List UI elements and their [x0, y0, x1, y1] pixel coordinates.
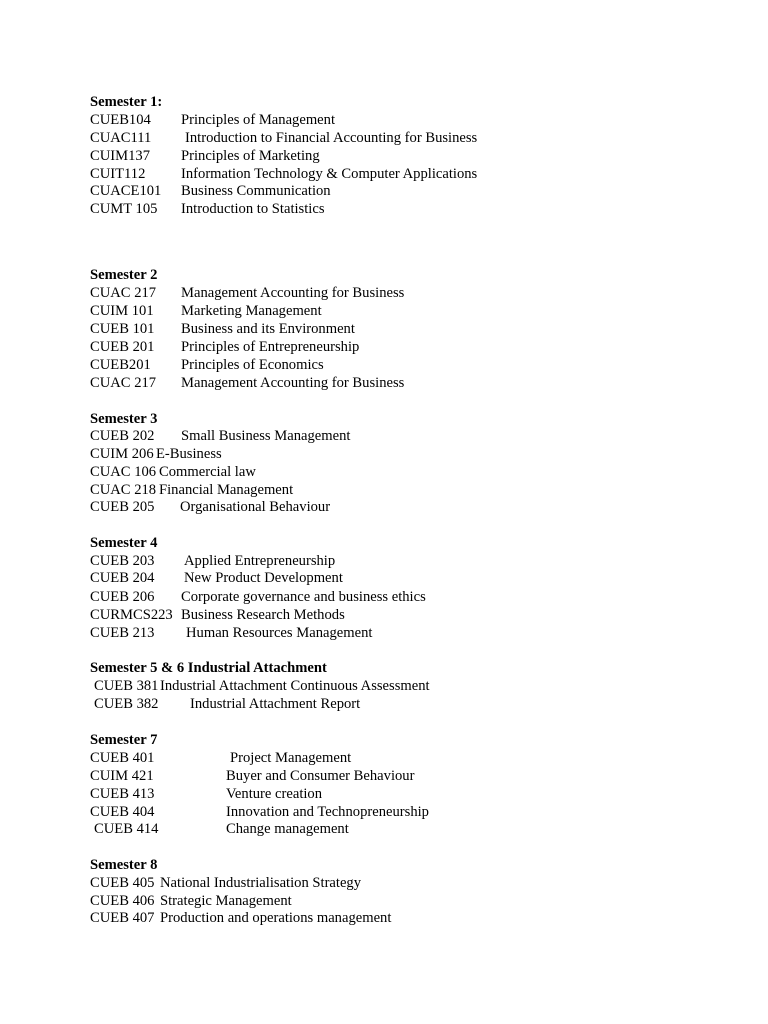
course-title: Financial Management — [159, 482, 294, 498]
course-code: CUEB201 — [90, 357, 151, 373]
course-code: CUEB 413 — [90, 786, 155, 802]
course-code: CUEB 203 — [90, 553, 155, 569]
course-code: CUEB104 — [90, 112, 151, 128]
course-title: Commercial law — [159, 464, 256, 480]
course-code: CUEB 404 — [90, 804, 155, 820]
course-title: Principles of Marketing — [181, 148, 320, 164]
semester-heading: Semester 1: — [90, 94, 163, 110]
course-code: CUIM137 — [90, 148, 150, 164]
course-row — [90, 427, 690, 445]
course-code: CUAC 106 — [90, 464, 157, 480]
course-row — [94, 820, 694, 838]
course-row — [90, 749, 690, 767]
course-title: Innovation and Technopreneurship — [226, 804, 429, 820]
course-row — [94, 677, 694, 695]
course-title: Strategic Management — [160, 893, 292, 909]
course-title: Small Business Management — [181, 428, 351, 444]
course-title: Principles of Entrepreneurship — [181, 339, 360, 355]
course-code: CUIM 421 — [90, 768, 154, 784]
course-title: Principles of Economics — [181, 357, 324, 373]
course-title: Introduction to Statistics — [181, 201, 325, 217]
course-title: Buyer and Consumer Behaviour — [226, 768, 415, 784]
course-title: Management Accounting for Business — [181, 375, 405, 391]
course-title: Corporate governance and business ethics — [181, 589, 426, 605]
course-row — [90, 481, 690, 499]
course-row — [90, 498, 690, 516]
course-row — [90, 588, 690, 606]
course-code: CUEB 205 — [90, 499, 155, 515]
course-row — [90, 320, 690, 338]
course-code: CUAC 217 — [90, 375, 157, 391]
course-row — [90, 767, 690, 785]
course-title: Organisational Behaviour — [180, 499, 331, 515]
course-code: CUEB 405 — [90, 875, 155, 891]
course-title: National Industrialisation Strategy — [160, 875, 362, 891]
course-row — [90, 165, 690, 183]
course-row — [90, 129, 690, 147]
course-title: Business Research Methods — [181, 607, 345, 623]
course-row — [90, 909, 690, 927]
semester-heading: Semester 7 — [90, 732, 158, 748]
course-row — [90, 284, 690, 302]
course-row — [90, 552, 690, 570]
course-code: CUEB 206 — [90, 589, 155, 605]
course-row — [90, 147, 690, 165]
course-title: Venture creation — [226, 786, 323, 802]
course-code: CUAC 218 — [90, 482, 157, 498]
course-row — [90, 624, 690, 642]
course-row — [90, 338, 690, 356]
course-row — [90, 200, 690, 218]
course-code: CUEB 202 — [90, 428, 155, 444]
semester-heading: Semester 3 — [90, 411, 158, 427]
course-title: Applied Entrepreneurship — [184, 553, 336, 569]
course-code: CUEB 406 — [90, 893, 155, 909]
course-code: CUIM 206 — [90, 446, 154, 462]
course-row — [90, 803, 690, 821]
course-title: Production and operations management — [160, 910, 392, 926]
course-code: CUEB 382 — [94, 696, 159, 712]
course-row — [90, 111, 690, 129]
course-title: Industrial Attachment Report — [190, 696, 361, 712]
course-code: CUEB 401 — [90, 750, 155, 766]
course-row — [90, 445, 690, 463]
course-title: Industrial Attachment Continuous Assessment — [160, 678, 430, 694]
course-title: Business Communication — [181, 183, 331, 199]
semester-heading: Semester 4 — [90, 535, 158, 551]
course-code: CUEB 204 — [90, 570, 155, 586]
course-code: CUMT 105 — [90, 201, 158, 217]
course-title: Principles of Management — [181, 112, 336, 128]
course-row — [90, 374, 690, 392]
course-code: CUIM 101 — [90, 303, 154, 319]
course-title: Information Technology & Computer Applications — [181, 166, 478, 182]
course-title: Change management — [226, 821, 349, 837]
course-row — [90, 569, 690, 587]
course-row — [90, 463, 690, 481]
course-code: CUEB 381 — [94, 678, 159, 694]
course-code: CUEB 213 — [90, 625, 155, 641]
course-row — [90, 356, 690, 374]
course-row — [90, 302, 690, 320]
course-code: CUIT112 — [90, 166, 146, 182]
course-title: E-Business — [156, 446, 222, 462]
course-title: Project Management — [230, 750, 352, 766]
course-code: CUEB 407 — [90, 910, 155, 926]
course-row — [90, 606, 690, 624]
course-row — [90, 182, 690, 200]
course-row — [94, 695, 694, 713]
course-title: New Product Development — [184, 570, 343, 586]
course-title: Human Resources Management — [186, 625, 373, 641]
course-code: CUAC111 — [90, 130, 152, 146]
semester-heading: Semester 5 & 6 Industrial Attachment — [90, 660, 327, 676]
course-title: Introduction to Financial Accounting for Business — [185, 130, 478, 146]
course-code: CUEB 414 — [94, 821, 159, 837]
course-title: Business and its Environment — [181, 321, 355, 337]
course-code: CUEB 201 — [90, 339, 155, 355]
course-row — [90, 892, 690, 910]
course-code: CUAC 217 — [90, 285, 157, 301]
course-code: CURMCS223 — [90, 607, 173, 623]
semester-heading: Semester 8 — [90, 857, 158, 873]
semester-heading: Semester 2 — [90, 267, 158, 283]
course-code: CUACE101 — [90, 183, 162, 199]
course-row — [90, 874, 690, 892]
course-code: CUEB 101 — [90, 321, 155, 337]
course-title: Management Accounting for Business — [181, 285, 405, 301]
course-title: Marketing Management — [181, 303, 322, 319]
course-row — [90, 785, 690, 803]
